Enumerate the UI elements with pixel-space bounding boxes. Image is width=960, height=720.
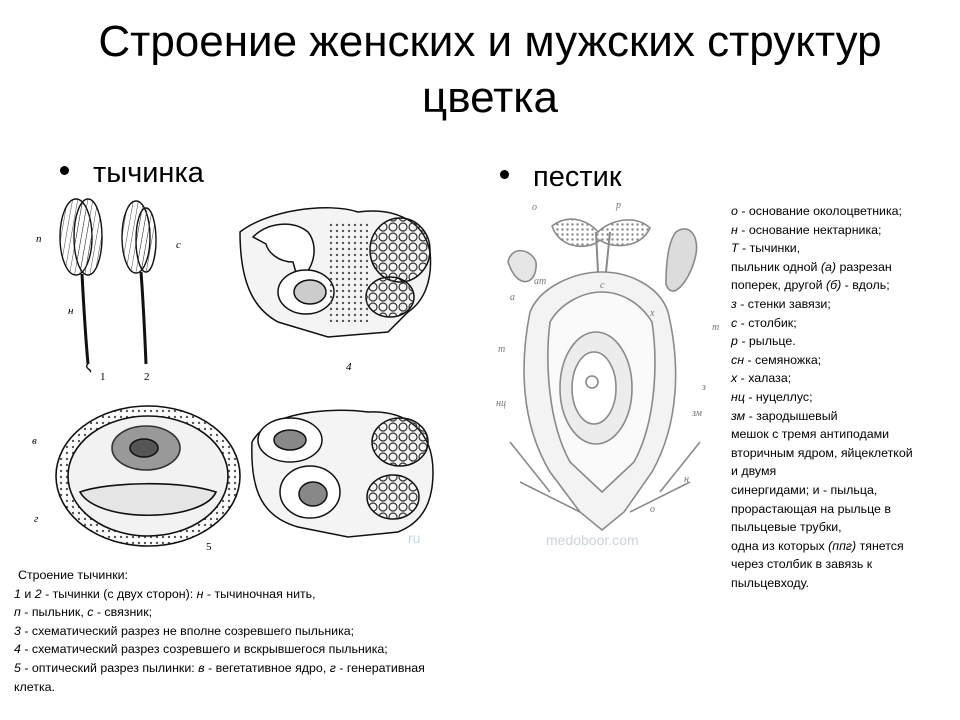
stamen-side-drawing [122, 201, 156, 364]
stamen-figure [28, 192, 448, 562]
pistil-caption-line: вторичным ядром, яйцеклеткой [731, 445, 913, 460]
pistil-caption-line: мешок с тремя антиподами [731, 427, 890, 442]
bullet-stamen [60, 156, 204, 190]
pistil-figure-label: т [712, 322, 720, 333]
stamen-figure-label: 4 [346, 361, 352, 373]
pistil-figure-label: т [498, 344, 506, 355]
stamen-caption-line: 1 и 2 - тычинки (с двух сторон): н - тычиночная нить, [14, 586, 316, 601]
stamen-figure-label: п [36, 233, 42, 245]
anther-immature-section [252, 410, 433, 537]
title-line-1: Строение женских и мужских структур [98, 17, 882, 66]
pistil-caption [731, 202, 957, 592]
pistil-caption-line: о - основание околоцветника; [731, 204, 902, 218]
pistil-caption-line: зм - зародышевый [731, 408, 838, 423]
bullet-dot-icon [60, 166, 69, 175]
stamen-caption-line: 4 - схематический разрез созревшего и вскрывшегося пыльника; [14, 642, 388, 657]
pistil-caption-line: и двумя [731, 464, 777, 479]
stamen-front-drawing [60, 199, 102, 372]
pistil-caption-line: р - рыльце. [731, 334, 796, 349]
stamen-caption-line: п - пыльник, с - связник; [14, 605, 153, 620]
watermark-small: ru [408, 530, 421, 546]
pistil-figure [490, 192, 726, 537]
pistil-figure-label: нц [496, 398, 506, 409]
stamen-figure-label: с [176, 239, 181, 251]
stamen-caption [14, 566, 514, 696]
pistil-caption-line: х - халаза; [731, 371, 792, 386]
stamen-figure-label: н [68, 305, 74, 317]
pistil-caption-line: пыльник одной (а) разрезан [731, 259, 892, 274]
pistil-caption-line: синергидами; и - пыльца, [731, 482, 878, 497]
bullet-pistil-label: пестик [533, 161, 622, 193]
pistil-caption-line: пыльцевые трубки, [731, 520, 842, 535]
stamen-figure-label: 1 [100, 371, 106, 383]
pistil-figure-label: о [650, 504, 655, 515]
pistil-figure-label: р [616, 200, 621, 211]
pistil-caption-line: поперек, другой (б) - вдоль; [731, 278, 890, 293]
stamen-caption-title: Строение тычинки: [18, 568, 128, 582]
anther-left [508, 251, 536, 282]
pistil-caption-line: нц - нуцеллус; [731, 389, 813, 404]
pistil-figure-label: зм [692, 408, 703, 419]
bullet-pistil [500, 160, 622, 194]
stigma [552, 219, 650, 246]
pistil-caption-line: одна из которых (ппг) тянется [731, 538, 904, 553]
pistil-caption-line: через столбик в завязь к [731, 557, 873, 572]
pistil-figure-label: с [600, 280, 605, 291]
stamen-figure-label: в [32, 435, 37, 447]
pistil-caption-line: Т - тычинки, [731, 241, 801, 256]
stamen-caption-line: 5 - оптический разрез пылинки: в - вегетативное ядро, г - генеративная [14, 660, 425, 675]
bullet-dot-icon [500, 170, 509, 179]
pistil-figure-label: а [510, 292, 515, 303]
pistil-caption-line: з - стенки завязи; [731, 296, 831, 311]
stamen-caption-line: клетка. [14, 679, 55, 694]
pistil-figure-label: о [532, 202, 537, 213]
anther-mature-section [240, 208, 431, 337]
pollen-grain-section [56, 406, 240, 546]
pistil-figure-label: н [684, 474, 689, 485]
pistil-figure-label: х [650, 308, 655, 319]
page-title [0, 14, 960, 126]
pistil-caption-line: пыльцевходу. [731, 575, 810, 590]
pistil-caption-line: н - основание нектарника; [731, 222, 882, 237]
bullet-stamen-label: тычинка [93, 157, 204, 189]
stamen-caption-line: 3 - схематический разрез не вполне созревшего пыльника; [14, 623, 355, 638]
stamen-figure-label: 2 [144, 371, 150, 383]
anther-right [666, 229, 697, 291]
pistil-caption-line: прорастающая на рыльце в [731, 501, 891, 516]
stamen-figure-label: г [34, 513, 39, 525]
pistil-caption-line: с - столбик; [731, 315, 797, 330]
pistil-caption-line: сн - семяножка; [731, 352, 822, 367]
stamen-figure-label: 5 [206, 541, 212, 553]
pistil-figure-label: ат [534, 276, 547, 287]
watermark: medoboor.com [546, 532, 639, 548]
title-line-2: цветка [422, 73, 558, 122]
pistil-figure-label: з [702, 382, 706, 393]
